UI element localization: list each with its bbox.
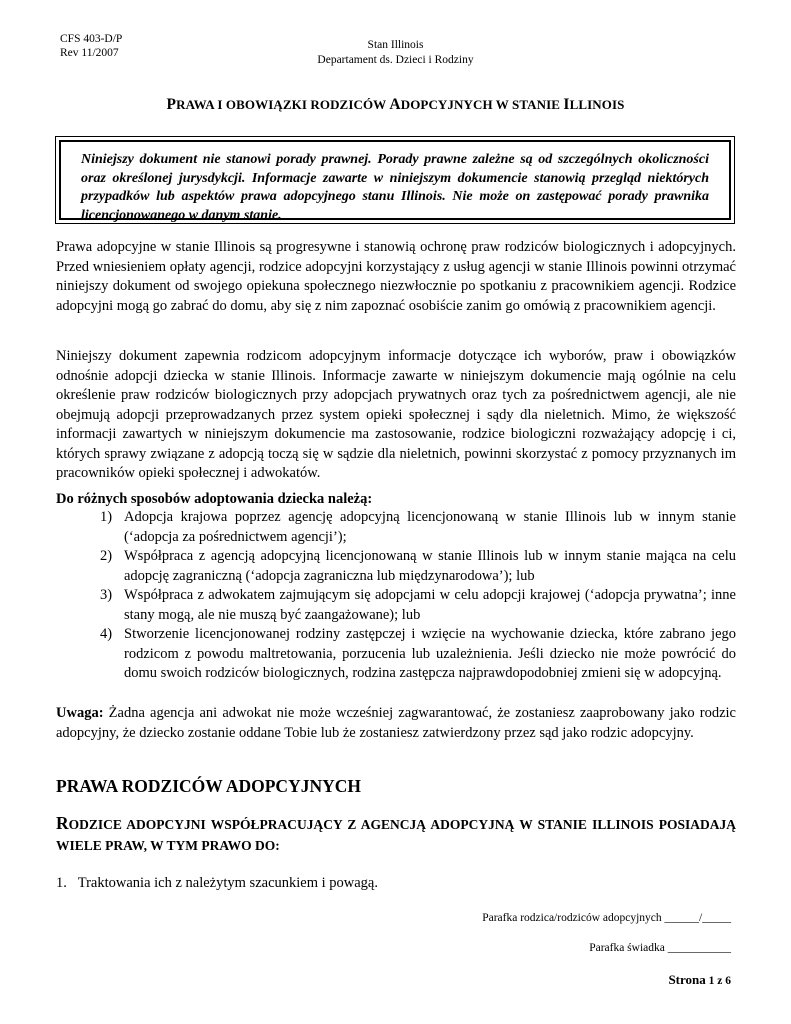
witness-initials-field[interactable]: Parafka świadka ___________: [589, 942, 731, 954]
disclaimer-box: [55, 136, 735, 224]
list-item-text: Stworzenie licencjonowanej rodziny zastępczej i wzięcie na wychowanie dziecka, które zabrano jego rodzicom z powodu maltretowania, porzucenia lub uzależnienia. Jeśli dziecko nie może powrócić do domu swoich rodziców biologicznych, rodzina zastępcza najprawdopodobniej zmieni się w adopcyjną.: [124, 626, 736, 681]
document-title: PRAWA I OBOWIĄZKI RODZICÓW ADOPCYJNYCH W STANIE ILLINOIS: [166, 96, 625, 113]
note-text: Żadna agencja ani adwokat nie może wcześniej zagwarantować, że zostaniesz zaaprobowany jako rodzic adopcyjny, że dziecko zostanie oddane Tobie lub że zostaniesz zatwierdzony przez sąd jako rodzic adopcyjny.: [56, 705, 736, 741]
list-item: [100, 547, 736, 586]
list-item-number: 4): [100, 626, 113, 642]
disclaimer-text: Niniejszy dokument nie stanowi porady prawnej. Porady prawne zależne są od szczególnych okoliczności oraz określonej jurysdykcji. Informacje zawarte w niniejszym dokumencie stanowią przegląd niektórych przypadków lub aspektów prawa adopcyjnego stanu Illinois. Nie może on zastępować porady prawnika licencjonowanego w danym stanie.: [59, 140, 731, 220]
list-item-number: 2): [100, 548, 113, 564]
page-number: Strona 1 z 6: [668, 972, 731, 987]
form-revision: Rev 11/2007: [60, 47, 119, 59]
form-code: CFS 403-D/P: [60, 33, 123, 45]
section-heading: PRAWA RODZICÓW ADOPCYJNYCH: [56, 776, 361, 796]
note-paragraph: [56, 704, 736, 743]
list-item-number: 1): [100, 509, 113, 525]
list-item: [100, 508, 736, 547]
department-name: Departament ds. Dzieci i Rodziny: [317, 54, 474, 66]
note-label: Uwaga:: [56, 705, 104, 721]
list-item-text: Współpraca z agencją adopcyjną licencjonowaną w stanie Illinois lub w innym stanie mająca na celu adopcję zagraniczną (‘adopcja zagraniczna lub międzynarodowa’); lub: [124, 548, 736, 584]
list-item-number: 3): [100, 587, 113, 603]
parent-initials-field[interactable]: Parafka rodzica/rodziców adopcyjnych ______/_____: [482, 912, 731, 924]
state-name: Stan Illinois: [367, 39, 424, 51]
intro-paragraph-2: Niniejszy dokument zapewnia rodzicom adopcyjnym informacje dotyczące ich wyborów, praw i obowiązków odnośnie adopcji dziecka w stanie Illinois. Informacje zawarte w niniejszym dokumencie mają ogólnie na celu określenie praw rodziców biologicznych przy adopcjach prywatnych oraz tych za pośrednictwem agencji, ale nie obejmują adopcji przeprowadzanych przez system opieki społecznej i sądy dla nieletnich. Mimo, że większość informacji zawartych w niniejszym dokumencie ma zastosowanie, rodzice biologiczni rozważający adopcję i ci, których sprawy związane z adopcją toczą się w sądzie dla nieletnich, powinni skorzystać z pomocy przyznanych im pracowników opieki społecznej i adwokatów.: [56, 348, 736, 481]
adoption-methods-heading: Do różnych sposobów adoptowania dziecka należą:: [56, 491, 373, 507]
rights-item: [56, 874, 736, 894]
agency-header: [0, 38, 791, 68]
list-item-text: Współpraca z adwokatem zajmującym się adopcjami w celu adopcji krajowej (‘adopcja prywatna’; inne stany mogą, ale nie muszą być zaangażowane); lub: [124, 587, 736, 623]
list-item-text: Adopcja krajowa poprzez agencję adopcyjną licencjonowaną w stanie Illinois lub w innym stanie (‘adopcja za pośrednictwem agencji’);: [124, 509, 736, 545]
list-item: [100, 586, 736, 625]
rights-item-number: 1.: [56, 875, 67, 891]
rights-item-text: Traktowania ich z należytym szacunkiem i powagą.: [77, 875, 378, 891]
adoption-methods-list: [100, 508, 736, 684]
rights-subheading: RODZICE ADOPCYJNI WSPÓŁPRACUJĄCY Z AGENCJĄ ADOPCYJNĄ W STANIE ILLINOIS POSIADAJĄ WIELE PRAW, W TYM PRAWO DO:: [56, 813, 736, 853]
intro-paragraph-1: Prawa adopcyjne w stanie Illinois są progresywne i stanowią ochronę praw rodziców biologicznych i adopcyjnych. Przed wniesieniem opłaty agencji, rodzice adopcyjni korzystający z usług agencji w stanie Illinois powinni otrzymać niniejszy dokument od swojego opiekuna społecznego niezwłocznie po spotkaniu z pracownikiem agencji. Rodzice adopcyjni mogą go zabrać do domu, aby się z nim zapoznać osobiście zanim go omówią z pracownikiem agencji.: [56, 239, 736, 314]
list-item: [100, 625, 736, 684]
